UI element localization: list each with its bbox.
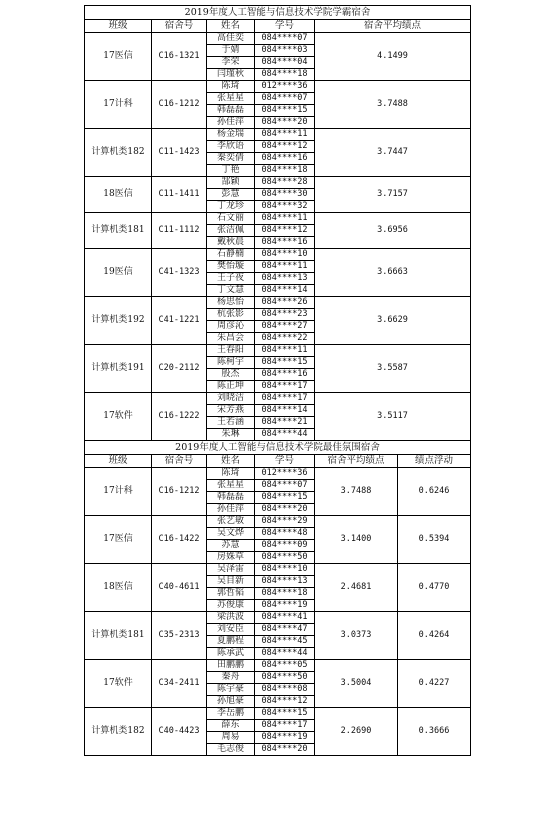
- table-title: 2019年度人工智能与信息技术学院学霸宿舍: [85, 6, 471, 20]
- column-header: 姓名: [207, 20, 255, 33]
- student-name-cell: 于婧: [207, 45, 255, 57]
- student-name-cell: 吴文烨: [207, 528, 255, 540]
- table-title-row: [85, 6, 471, 20]
- best-atmosphere-dorm-table: [84, 440, 471, 756]
- student-id-cell: 084****15: [255, 105, 315, 117]
- student-name-cell: 李荣: [207, 57, 255, 69]
- gpa-average-cell: 3.5004: [315, 660, 398, 708]
- column-header: 宿舍平均绩点: [315, 20, 471, 33]
- gpa-change-cell: 0.4264: [398, 612, 471, 660]
- table-row: [85, 33, 471, 45]
- class-cell: 18医信: [85, 177, 152, 213]
- dorm-cell: C41-1221: [152, 297, 207, 345]
- gpa-average-cell: 2.4681: [315, 564, 398, 612]
- student-id-cell: 084****26: [255, 297, 315, 309]
- student-id-cell: 084****11: [255, 213, 315, 225]
- student-id-cell: 084****07: [255, 33, 315, 45]
- column-header: 学号: [255, 20, 315, 33]
- dorm-cell: C16-1212: [152, 81, 207, 129]
- dorm-cell: C35-2313: [152, 612, 207, 660]
- student-id-cell: 084****16: [255, 153, 315, 165]
- class-cell: 17医信: [85, 516, 152, 564]
- student-name-cell: 朱昌会: [207, 333, 255, 345]
- student-name-cell: 陈柯宇: [207, 357, 255, 369]
- column-header: 宿舍平均绩点: [315, 455, 398, 468]
- student-name-cell: 李岳鹏: [207, 708, 255, 720]
- table-row: [85, 612, 471, 624]
- student-name-cell: 田鹏鹏: [207, 660, 255, 672]
- table-row: [85, 177, 471, 189]
- student-name-cell: 郜颖: [207, 177, 255, 189]
- gpa-average-cell: 2.2690: [315, 708, 398, 756]
- class-cell: 计算机类191: [85, 345, 152, 393]
- student-name-cell: 吴泽雷: [207, 564, 255, 576]
- student-name-cell: 陈琦: [207, 468, 255, 480]
- student-id-cell: 084****07: [255, 480, 315, 492]
- student-id-cell: 084****50: [255, 552, 315, 564]
- student-id-cell: 084****03: [255, 45, 315, 57]
- student-name-cell: 郭哲韬: [207, 588, 255, 600]
- student-name-cell: 石文丽: [207, 213, 255, 225]
- student-id-cell: 084****13: [255, 576, 315, 588]
- student-id-cell: 084****04: [255, 57, 315, 69]
- column-header: 学号: [255, 455, 315, 468]
- dorm-cell: C40-4423: [152, 708, 207, 756]
- table-header-row: [85, 455, 471, 468]
- student-name-cell: 孙佳萍: [207, 117, 255, 129]
- student-name-cell: 丁龙珍: [207, 201, 255, 213]
- student-id-cell: 084****32: [255, 201, 315, 213]
- student-id-cell: 084****50: [255, 672, 315, 684]
- student-name-cell: 秦奕倩: [207, 153, 255, 165]
- student-name-cell: 周彦沁: [207, 321, 255, 333]
- student-id-cell: 084****18: [255, 69, 315, 81]
- student-id-cell: 084****48: [255, 528, 315, 540]
- student-id-cell: 084****13: [255, 273, 315, 285]
- student-id-cell: 012****36: [255, 81, 315, 93]
- class-cell: 17医信: [85, 33, 152, 81]
- student-id-cell: 084****17: [255, 393, 315, 405]
- student-name-cell: 张洁佩: [207, 225, 255, 237]
- student-id-cell: 084****19: [255, 732, 315, 744]
- student-name-cell: 宋芳燕: [207, 405, 255, 417]
- table-row: [85, 564, 471, 576]
- dorm-cell: C11-1112: [152, 213, 207, 249]
- student-id-cell: 084****15: [255, 357, 315, 369]
- top-students-dorm-table: [84, 5, 471, 441]
- dorm-cell: C20-2112: [152, 345, 207, 393]
- class-cell: 计算机类182: [85, 129, 152, 177]
- gpa-average-cell: 3.7447: [315, 129, 471, 177]
- gpa-average-cell: 3.0373: [315, 612, 398, 660]
- student-name-cell: 毛志俊: [207, 744, 255, 756]
- student-name-cell: 刘安臣: [207, 624, 255, 636]
- student-name-cell: 杨金瑞: [207, 129, 255, 141]
- student-name-cell: 秦舟: [207, 672, 255, 684]
- class-cell: 18医信: [85, 564, 152, 612]
- class-cell: 计算机类181: [85, 213, 152, 249]
- student-id-cell: 084****23: [255, 309, 315, 321]
- gpa-change-cell: 0.4227: [398, 660, 471, 708]
- gpa-average-cell: 3.6663: [315, 249, 471, 297]
- table-row: [85, 660, 471, 672]
- table-row: [85, 213, 471, 225]
- student-id-cell: 084****07: [255, 93, 315, 105]
- student-id-cell: 084****10: [255, 564, 315, 576]
- student-name-cell: 殷杰: [207, 369, 255, 381]
- table-header-row: [85, 20, 471, 33]
- student-id-cell: 084****17: [255, 720, 315, 732]
- gpa-average-cell: 4.1499: [315, 33, 471, 81]
- student-name-cell: 孙佳萍: [207, 504, 255, 516]
- table-row: [85, 393, 471, 405]
- student-id-cell: 084****44: [255, 648, 315, 660]
- table-row: [85, 81, 471, 93]
- student-id-cell: 084****12: [255, 141, 315, 153]
- student-name-cell: 梁洪波: [207, 612, 255, 624]
- student-id-cell: 084****08: [255, 684, 315, 696]
- student-name-cell: 吴目新: [207, 576, 255, 588]
- table-title-row: [85, 441, 471, 455]
- student-name-cell: 戴秋晨: [207, 237, 255, 249]
- student-name-cell: 张星星: [207, 93, 255, 105]
- student-id-cell: 084****47: [255, 624, 315, 636]
- gpa-average-cell: 3.5587: [315, 345, 471, 393]
- student-name-cell: 杭张影: [207, 309, 255, 321]
- student-name-cell: 杨思怡: [207, 297, 255, 309]
- column-header: 宿舍号: [152, 20, 207, 33]
- student-id-cell: 084****29: [255, 516, 315, 528]
- student-name-cell: 王春阳: [207, 345, 255, 357]
- dorm-cell: C40-4611: [152, 564, 207, 612]
- column-header: 宿舍号: [152, 455, 207, 468]
- dorm-cell: C16-1422: [152, 516, 207, 564]
- student-id-cell: 084****21: [255, 417, 315, 429]
- student-name-cell: 彭慧: [207, 189, 255, 201]
- column-header: 姓名: [207, 455, 255, 468]
- class-cell: 17软件: [85, 660, 152, 708]
- student-name-cell: 王若涵: [207, 417, 255, 429]
- student-name-cell: 丁艳: [207, 165, 255, 177]
- gpa-average-cell: 3.7488: [315, 468, 398, 516]
- student-name-cell: 夏鹏程: [207, 636, 255, 648]
- student-name-cell: 苏慧: [207, 540, 255, 552]
- student-id-cell: 084****16: [255, 369, 315, 381]
- class-cell: 17计科: [85, 468, 152, 516]
- gpa-change-cell: 0.4770: [398, 564, 471, 612]
- student-name-cell: 苏俊康: [207, 600, 255, 612]
- student-name-cell: 周易: [207, 732, 255, 744]
- student-name-cell: 房姝草: [207, 552, 255, 564]
- gpa-average-cell: 3.6629: [315, 297, 471, 345]
- student-name-cell: 朱琳: [207, 429, 255, 441]
- student-name-cell: 张星星: [207, 480, 255, 492]
- student-id-cell: 084****44: [255, 429, 315, 441]
- dorm-cell: C34-2411: [152, 660, 207, 708]
- class-cell: 计算机类182: [85, 708, 152, 756]
- spreadsheet-page: [84, 5, 470, 756]
- table-row: [85, 129, 471, 141]
- student-id-cell: 084****11: [255, 129, 315, 141]
- student-id-cell: 084****14: [255, 285, 315, 297]
- gpa-change-cell: 0.3666: [398, 708, 471, 756]
- student-name-cell: 陈正坤: [207, 381, 255, 393]
- student-name-cell: 高佳奕: [207, 33, 255, 45]
- student-id-cell: 084****05: [255, 660, 315, 672]
- student-id-cell: 084****18: [255, 165, 315, 177]
- student-name-cell: 陈宇豪: [207, 684, 255, 696]
- student-name-cell: 薛东: [207, 720, 255, 732]
- student-name-cell: 刘晓洁: [207, 393, 255, 405]
- table-title: 2019年度人工智能与信息技术学院最佳氛围宿舍: [85, 441, 471, 455]
- dorm-cell: C11-1411: [152, 177, 207, 213]
- table-row: [85, 345, 471, 357]
- student-id-cell: 084****41: [255, 612, 315, 624]
- student-id-cell: 084****27: [255, 321, 315, 333]
- gpa-average-cell: 3.6956: [315, 213, 471, 249]
- table-row: [85, 468, 471, 480]
- table-row: [85, 708, 471, 720]
- class-cell: 19医信: [85, 249, 152, 297]
- dorm-cell: C16-1222: [152, 393, 207, 441]
- gpa-average-cell: 3.1400: [315, 516, 398, 564]
- gpa-average-cell: 3.7157: [315, 177, 471, 213]
- student-id-cell: 084****17: [255, 381, 315, 393]
- student-name-cell: 石静楠: [207, 249, 255, 261]
- student-name-cell: 韩磊磊: [207, 105, 255, 117]
- gpa-average-cell: 3.5117: [315, 393, 471, 441]
- student-id-cell: 084****10: [255, 249, 315, 261]
- student-name-cell: 陈琦: [207, 81, 255, 93]
- student-name-cell: 孙旭豪: [207, 696, 255, 708]
- dorm-cell: C41-1323: [152, 249, 207, 297]
- student-id-cell: 084****15: [255, 708, 315, 720]
- student-name-cell: 陈承武: [207, 648, 255, 660]
- class-cell: 17计科: [85, 81, 152, 129]
- table-row: [85, 297, 471, 309]
- gpa-average-cell: 3.7488: [315, 81, 471, 129]
- student-id-cell: 084****11: [255, 345, 315, 357]
- student-id-cell: 084****20: [255, 744, 315, 756]
- student-id-cell: 084****22: [255, 333, 315, 345]
- student-name-cell: 樊怡璇: [207, 261, 255, 273]
- student-name-cell: 闫瑾秋: [207, 69, 255, 81]
- column-header: 绩点浮动: [398, 455, 471, 468]
- dorm-cell: C16-1321: [152, 33, 207, 81]
- student-name-cell: 李欣语: [207, 141, 255, 153]
- student-id-cell: 084****45: [255, 636, 315, 648]
- student-id-cell: 084****20: [255, 117, 315, 129]
- gpa-change-cell: 0.6246: [398, 468, 471, 516]
- class-cell: 17软件: [85, 393, 152, 441]
- class-cell: 计算机类192: [85, 297, 152, 345]
- student-id-cell: 084****15: [255, 492, 315, 504]
- student-id-cell: 084****12: [255, 696, 315, 708]
- student-id-cell: 084****09: [255, 540, 315, 552]
- student-id-cell: 012****36: [255, 468, 315, 480]
- student-id-cell: 084****14: [255, 405, 315, 417]
- student-name-cell: 韩磊磊: [207, 492, 255, 504]
- student-id-cell: 084****16: [255, 237, 315, 249]
- dorm-cell: C11-1423: [152, 129, 207, 177]
- table-row: [85, 249, 471, 261]
- student-id-cell: 084****18: [255, 588, 315, 600]
- student-id-cell: 084****28: [255, 177, 315, 189]
- student-id-cell: 084****11: [255, 261, 315, 273]
- dorm-cell: C16-1212: [152, 468, 207, 516]
- student-id-cell: 084****12: [255, 225, 315, 237]
- column-header: 班级: [85, 455, 152, 468]
- table-row: [85, 516, 471, 528]
- class-cell: 计算机类181: [85, 612, 152, 660]
- student-id-cell: 084****30: [255, 189, 315, 201]
- student-name-cell: 丁文慧: [207, 285, 255, 297]
- gpa-change-cell: 0.5394: [398, 516, 471, 564]
- student-id-cell: 084****20: [255, 504, 315, 516]
- student-id-cell: 084****19: [255, 600, 315, 612]
- student-name-cell: 张艺敏: [207, 516, 255, 528]
- student-name-cell: 王子夜: [207, 273, 255, 285]
- column-header: 班级: [85, 20, 152, 33]
